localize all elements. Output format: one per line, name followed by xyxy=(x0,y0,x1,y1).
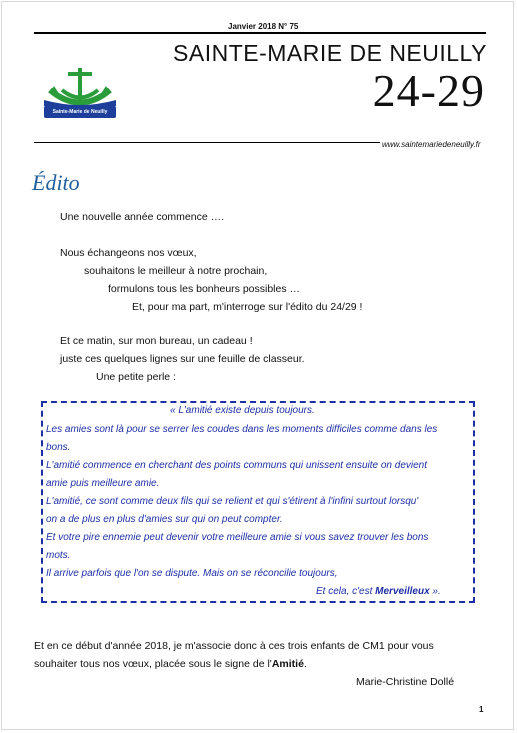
intro-line: souhaitons le meilleur à notre prochain, xyxy=(84,265,268,277)
signature: Marie-Christine Dollé xyxy=(356,676,455,688)
quote-closing-bold: Merveilleux xyxy=(375,586,430,597)
page-number: 1 xyxy=(479,705,484,714)
quote-line: Il arrive parfois que l'on se dispute. Mais on se réconcilie toujours, xyxy=(46,568,338,579)
quote-closing-line xyxy=(316,586,441,597)
logo-text: Sainte-Marie de Neuilly xyxy=(44,106,116,118)
intro-line: Une petite perle : xyxy=(96,371,176,383)
quote-line: bons. xyxy=(46,442,71,453)
quote-line: L'amitié commence en cherchant des points communs qui unissent ensuite on devient xyxy=(46,460,428,471)
quote-closing-end: ». xyxy=(429,586,441,597)
header-rule xyxy=(34,32,486,34)
closing-end: . xyxy=(303,658,307,670)
closing-line: Et en ce début d'année 2018, je m'associe donc à ces trois enfants de CM1 pour vous xyxy=(34,640,434,652)
quote-closing-text: Et cela, c'est xyxy=(316,586,376,597)
anchor-icon xyxy=(40,60,120,110)
quote-line: mots. xyxy=(46,550,71,561)
quote-line: Les amies sont là pour se serrer les coudes dans les moments difficiles comme dans les xyxy=(46,424,438,435)
intro-line: Nous échangeons nos vœux, xyxy=(60,247,197,259)
section-heading: Édito xyxy=(32,170,80,195)
quote-line: Et votre pire ennemie peut devenir votre meilleure amie si vous savez trouver les bons xyxy=(46,532,429,543)
quote-line: amie puis meilleure amie. xyxy=(46,478,160,489)
closing-line-2 xyxy=(34,658,307,670)
intro-line: juste ces quelques lignes sur une feuille de classeur. xyxy=(60,353,305,365)
issue-label: Janvier 2018 N° 75 xyxy=(228,22,299,31)
issue-number: 24-29 xyxy=(372,65,485,116)
quote-line: on a de plus en plus d'amies sur qui on peut compter. xyxy=(46,514,283,525)
site-url: www.saintemariedeneuilly.fr xyxy=(382,140,481,149)
closing-text: souhaiter tous nos vœux, placée sous le signe de l' xyxy=(34,658,272,670)
closing-bold: Amitié xyxy=(271,658,304,670)
intro-line: Une nouvelle année commence …. xyxy=(60,211,225,223)
quote-line: L'amitié, ce sont comme deux fils qui se relient et qui s'étirent à l'infini surtout lorsqu' xyxy=(46,496,419,507)
page-title: SAINTE-MARIE DE NEUILLY xyxy=(173,40,487,66)
logo xyxy=(40,60,120,124)
header-bottom-rule xyxy=(34,142,380,143)
intro-line: Et ce matin, sur mon bureau, un cadeau ! xyxy=(60,335,253,347)
intro-line: formulons tous les bonheurs possibles … xyxy=(108,283,301,295)
quote-line: « L'amitié existe depuis toujours. xyxy=(170,405,315,416)
intro-line: Et, pour ma part, m'interroge sur l'édito du 24/29 ! xyxy=(132,301,363,313)
